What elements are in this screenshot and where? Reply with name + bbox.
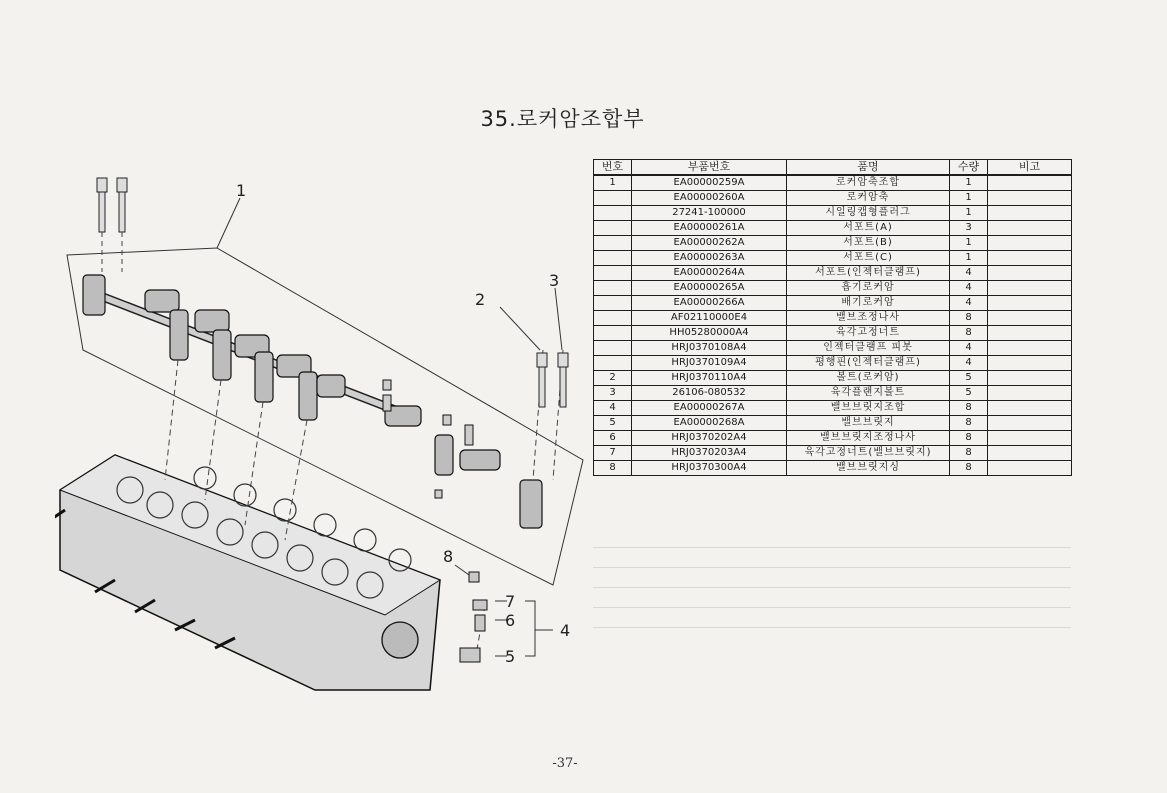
cell-quantity: 1: [950, 251, 988, 266]
header-part-name: 품명: [787, 160, 950, 176]
cell-part-number: EA00000260A: [632, 191, 787, 206]
callout-3: 3: [549, 271, 560, 290]
cell-quantity: 8: [950, 401, 988, 416]
callout-7: 7: [505, 592, 516, 611]
cell-note: [988, 296, 1072, 311]
table-row: [594, 311, 1072, 326]
cell-quantity: 4: [950, 266, 988, 281]
cell-part-name: 평행핀(인젝터클램프): [787, 356, 950, 371]
table-row: [594, 251, 1072, 266]
cell-no: 1: [594, 175, 632, 191]
header-part-number: 부품번호: [632, 160, 787, 176]
cell-part-number: EA00000263A: [632, 251, 787, 266]
cell-part-number: EA00000267A: [632, 401, 787, 416]
cell-part-name: 밸브브릿지조합: [787, 401, 950, 416]
header-no: 번호: [594, 160, 632, 176]
table-row: [594, 371, 1072, 386]
cell-note: [988, 266, 1072, 281]
cell-no: 8: [594, 461, 632, 476]
cell-part-number: HRJ0370202A4: [632, 431, 787, 446]
cell-part-number: EA00000264A: [632, 266, 787, 281]
cell-note: [988, 341, 1072, 356]
callout-8: 8: [443, 547, 454, 566]
table-row: [594, 281, 1072, 296]
cell-quantity: 1: [950, 175, 988, 191]
cell-note: [988, 221, 1072, 236]
cell-no: 5: [594, 416, 632, 431]
cell-part-number: EA00000268A: [632, 416, 787, 431]
cell-quantity: 8: [950, 461, 988, 476]
cell-part-name: 육각고정너트: [787, 326, 950, 341]
cell-part-name: 서포트(인젝터클램프): [787, 266, 950, 281]
rocker-arm-exploded-diagram: [55, 160, 595, 705]
table-row: [594, 416, 1072, 431]
table-row: [594, 341, 1072, 356]
cell-no: 6: [594, 431, 632, 446]
table-row: [594, 356, 1072, 371]
table-row: [594, 446, 1072, 461]
cell-no: [594, 356, 632, 371]
cell-no: [594, 206, 632, 221]
cell-part-number: AF02110000E4: [632, 311, 787, 326]
callout-1: 1: [236, 181, 247, 200]
cell-part-name: 밸브브릿지싱: [787, 461, 950, 476]
cell-note: [988, 446, 1072, 461]
table-row: [594, 236, 1072, 251]
cell-no: [594, 341, 632, 356]
cell-part-name: 서포트(A): [787, 221, 950, 236]
cell-part-name: 흡기로커암: [787, 281, 950, 296]
cylinder-head: [55, 455, 440, 690]
cell-quantity: 8: [950, 431, 988, 446]
cell-no: 4: [594, 401, 632, 416]
cell-part-number: EA00000265A: [632, 281, 787, 296]
cell-no: 7: [594, 446, 632, 461]
cell-no: [594, 281, 632, 296]
cell-quantity: 4: [950, 296, 988, 311]
header-quantity: 수량: [950, 160, 988, 176]
cell-part-name: 로커암축: [787, 191, 950, 206]
table-row: [594, 431, 1072, 446]
table-row: [594, 296, 1072, 311]
cell-quantity: 3: [950, 221, 988, 236]
rocker-arm-bolts: [537, 353, 568, 407]
valve-bridge-parts: [460, 572, 487, 662]
cell-note: [988, 431, 1072, 446]
cell-part-name: 밸브브릿지조정나사: [787, 431, 950, 446]
cell-part-name: 서포트(B): [787, 236, 950, 251]
cell-quantity: 8: [950, 311, 988, 326]
cell-part-name: 배기로커암: [787, 296, 950, 311]
parts-table: [593, 159, 1072, 476]
cell-part-number: HRJ0370300A4: [632, 461, 787, 476]
cell-part-number: HRJ0370108A4: [632, 341, 787, 356]
cell-part-name: 밸브브릿지: [787, 416, 950, 431]
cell-note: [988, 311, 1072, 326]
cell-quantity: 1: [950, 191, 988, 206]
cell-part-number: 26106-080532: [632, 386, 787, 401]
cell-quantity: 1: [950, 236, 988, 251]
callout-2: 2: [475, 290, 486, 309]
cell-part-name: 서포트(C): [787, 251, 950, 266]
cell-no: 2: [594, 371, 632, 386]
cell-part-name: 볼트(로커암): [787, 371, 950, 386]
callout-4: 4: [560, 621, 571, 640]
cell-quantity: 5: [950, 386, 988, 401]
cell-note: [988, 281, 1072, 296]
cell-note: [988, 386, 1072, 401]
header-note: 비고: [988, 160, 1072, 176]
cell-no: [594, 311, 632, 326]
cell-no: [594, 251, 632, 266]
cell-part-name: 육각플랜지볼트: [787, 386, 950, 401]
top-bolts: [97, 178, 127, 232]
cell-part-number: EA00000259A: [632, 175, 787, 191]
cell-no: [594, 236, 632, 251]
cell-part-number: EA00000262A: [632, 236, 787, 251]
cell-note: [988, 401, 1072, 416]
table-row: [594, 386, 1072, 401]
cell-part-name: 시일링캡형플러그: [787, 206, 950, 221]
cell-part-name: 로커암축조합: [787, 175, 950, 191]
cell-note: [988, 371, 1072, 386]
table-row: [594, 401, 1072, 416]
cell-part-number: HRJ0370110A4: [632, 371, 787, 386]
cell-part-number: HRJ0370203A4: [632, 446, 787, 461]
table-row: [594, 175, 1072, 191]
cell-part-number: HH05280000A4: [632, 326, 787, 341]
cell-note: [988, 191, 1072, 206]
table-row: [594, 221, 1072, 236]
cell-part-name: 육각고정너트(밸브브릿지): [787, 446, 950, 461]
cell-part-name: 밸브조정나사: [787, 311, 950, 326]
cell-note: [988, 326, 1072, 341]
cell-quantity: 4: [950, 356, 988, 371]
cell-quantity: 1: [950, 206, 988, 221]
cell-no: [594, 191, 632, 206]
cell-quantity: 8: [950, 446, 988, 461]
cell-part-name: 인젝터클램프 피봇: [787, 341, 950, 356]
cell-note: [988, 461, 1072, 476]
table-row: [594, 191, 1072, 206]
cell-quantity: 4: [950, 281, 988, 296]
table-header-row: [594, 160, 1072, 176]
table-row: [594, 266, 1072, 281]
cell-part-number: EA00000266A: [632, 296, 787, 311]
cell-no: 3: [594, 386, 632, 401]
callout-5: 5: [505, 647, 516, 666]
table-row: [594, 206, 1072, 221]
cell-no: [594, 266, 632, 281]
page-title: 35.로커암조합부: [480, 107, 645, 131]
bleed-through-lines: [593, 528, 1071, 628]
cell-note: [988, 175, 1072, 191]
cell-note: [988, 236, 1072, 251]
cell-no: [594, 326, 632, 341]
cell-note: [988, 206, 1072, 221]
table-row: [594, 326, 1072, 341]
cell-part-number: 27241-100000: [632, 206, 787, 221]
cell-note: [988, 356, 1072, 371]
cell-note: [988, 416, 1072, 431]
cell-no: [594, 296, 632, 311]
small-parts: [383, 380, 473, 498]
cell-part-number: EA00000261A: [632, 221, 787, 236]
cell-part-number: HRJ0370109A4: [632, 356, 787, 371]
cell-quantity: 5: [950, 371, 988, 386]
cell-quantity: 8: [950, 326, 988, 341]
callout-6: 6: [505, 611, 516, 630]
cell-no: [594, 221, 632, 236]
page-number: -37-: [552, 756, 578, 771]
cell-quantity: 4: [950, 341, 988, 356]
table-row: [594, 461, 1072, 476]
cell-quantity: 8: [950, 416, 988, 431]
cell-note: [988, 251, 1072, 266]
